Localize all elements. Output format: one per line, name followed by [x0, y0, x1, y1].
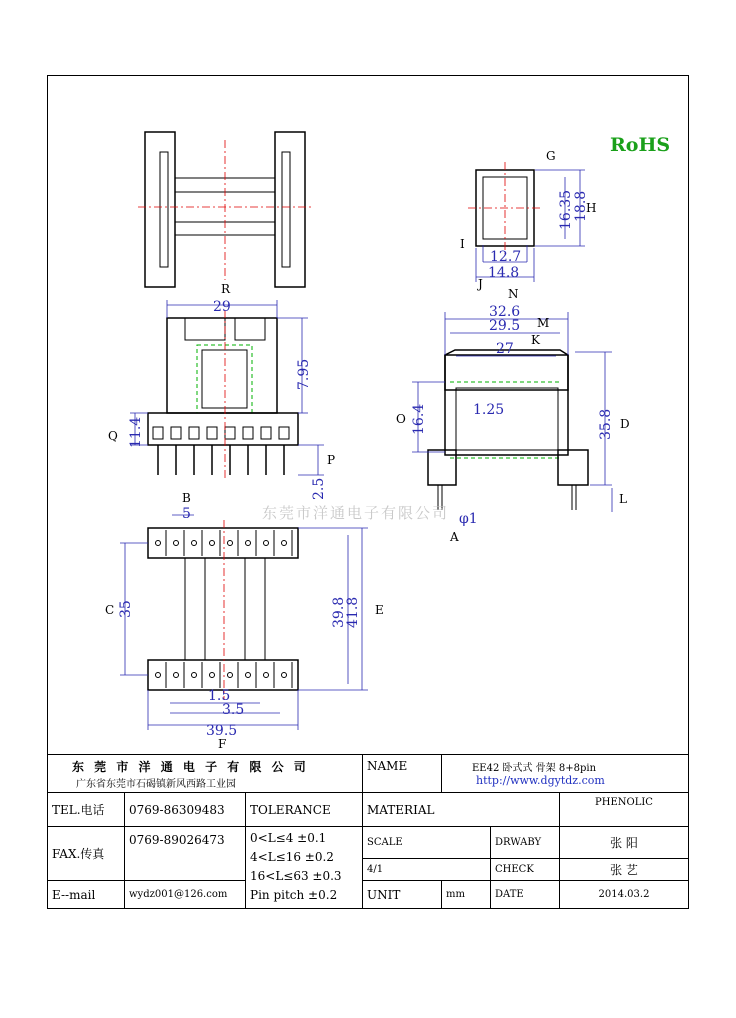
- top-row-pin: [210, 541, 215, 546]
- tel-label: TEL.电话: [48, 793, 125, 827]
- title-block: [47, 754, 689, 909]
- dim-7-95: 7.95: [296, 358, 312, 390]
- email-value: wydz001@126.com: [125, 881, 246, 909]
- drawby-label: DRWABY: [491, 827, 560, 859]
- dim-11-4: 11.4: [128, 416, 144, 448]
- dim-39-5: 39.5: [206, 723, 238, 739]
- material-label: MATERIAL: [363, 793, 560, 827]
- tolerance-row-1: 0<L≤4 ±0.1: [250, 831, 327, 845]
- dim-16-4: 16.4: [411, 403, 427, 435]
- top-row-pin: [282, 541, 287, 546]
- email-label: E--mail: [48, 881, 125, 909]
- fax-label: FAX.传真: [48, 827, 125, 881]
- dim-3-5: 3.5: [222, 702, 245, 718]
- label-c: C: [105, 603, 115, 617]
- label-p: P: [327, 453, 336, 467]
- tolerance-label: TOLERANCE: [246, 793, 363, 827]
- dim-35: 35: [118, 600, 134, 618]
- dim-phi1: φ1: [459, 511, 478, 527]
- rohs-badge: RoHS: [610, 134, 671, 156]
- front-pin-slot: [261, 427, 271, 439]
- dim-2-5: 2.5: [311, 477, 327, 500]
- dim-29-5: 29.5: [489, 318, 521, 334]
- front-pin-slot: [171, 427, 181, 439]
- dim-18-8: 18.8: [573, 190, 589, 222]
- date-value: 2014.03.2: [560, 881, 689, 909]
- label-q: Q: [108, 429, 118, 443]
- label-g: G: [546, 149, 556, 163]
- top-row-pin: [156, 541, 161, 546]
- company-address: 广东省东莞市石碣镇新风西路工业园: [76, 778, 236, 790]
- label-a: A: [450, 530, 459, 544]
- bottom-row-pin: [174, 673, 179, 678]
- tolerance-row-3: 16<L≤63 ±0.3: [250, 869, 342, 883]
- check-value: 张 艺: [560, 859, 689, 881]
- label-h: H: [586, 201, 597, 215]
- front-view: [130, 300, 324, 480]
- label-e: E: [375, 603, 384, 617]
- label-k: K: [531, 333, 540, 347]
- label-d: D: [620, 417, 630, 431]
- front-pin-slot: [279, 427, 289, 439]
- company-name: 东 莞 市 洋 通 电 子 有 限 公 司: [72, 759, 309, 774]
- name-value: EE42 卧式式 骨架 8+8pin: [472, 763, 597, 774]
- fax-value: 0769-89026473: [125, 827, 246, 881]
- label-i: I: [460, 237, 465, 251]
- label-m: M: [537, 316, 550, 330]
- front-pin-slot: [225, 427, 235, 439]
- tolerance-row-2: 4<L≤16 ±0.2: [250, 850, 334, 864]
- material-value: PHENOLIC: [560, 793, 689, 827]
- front-pin-slot: [153, 427, 163, 439]
- dim-39-8: 39.8: [331, 596, 347, 628]
- label-l: L: [619, 492, 627, 506]
- bottom-row-pin: [228, 673, 233, 678]
- bottom-row-pin: [246, 673, 251, 678]
- unit-value: mm: [442, 881, 491, 909]
- bottom-row-pin: [264, 673, 269, 678]
- label-b: B: [182, 491, 191, 505]
- top-row-pin: [174, 541, 179, 546]
- watermark: 东莞市洋通电子有限公司: [262, 504, 450, 522]
- front-pin-slot: [243, 427, 253, 439]
- bottom-row-pin: [192, 673, 197, 678]
- bottom-row-pin: [210, 673, 215, 678]
- label-f: F: [218, 737, 227, 751]
- tel-value: 0769-86309483: [125, 793, 246, 827]
- label-n: N: [508, 287, 519, 301]
- check-label: CHECK: [491, 859, 560, 881]
- tolerance-row-4: Pin pitch ±0.2: [250, 888, 338, 902]
- bottom-row-pin: [282, 673, 287, 678]
- dim-1-5: 1.5: [208, 688, 231, 704]
- dim-16-35: 16.35: [558, 189, 574, 230]
- dim-1-25: 1.25: [473, 402, 505, 418]
- dim-29: 29: [213, 299, 231, 315]
- dim-32-6: 32.6: [489, 304, 521, 320]
- dim-14-8: 14.8: [488, 265, 520, 281]
- bottom-row-pin: [156, 673, 161, 678]
- company-url[interactable]: http://www.dgytdz.com: [476, 774, 605, 787]
- date-label: DATE: [491, 881, 560, 909]
- scale-label: SCALE: [363, 827, 491, 859]
- top-row-pin: [246, 541, 251, 546]
- scale-value: 4/1: [363, 859, 491, 881]
- name-label: NAME: [363, 755, 442, 793]
- unit-label: UNIT: [363, 881, 442, 909]
- dim-35-8: 35.8: [598, 408, 614, 440]
- dim-5: 5: [182, 506, 191, 522]
- label-j: J: [478, 277, 483, 291]
- dim-12-7: 12.7: [490, 249, 522, 265]
- label-r: R: [221, 282, 231, 296]
- dim-27: 27: [496, 341, 514, 357]
- top-row-pin: [192, 541, 197, 546]
- front-pin-slot: [189, 427, 199, 439]
- dim-41-8: 41.8: [345, 596, 361, 628]
- top-row-pin: [264, 541, 269, 546]
- label-o: O: [396, 412, 406, 426]
- drawby-value: 张 阳: [560, 827, 689, 859]
- front-pin-slot: [207, 427, 217, 439]
- top-row-pin: [228, 541, 233, 546]
- top-view: [138, 132, 312, 287]
